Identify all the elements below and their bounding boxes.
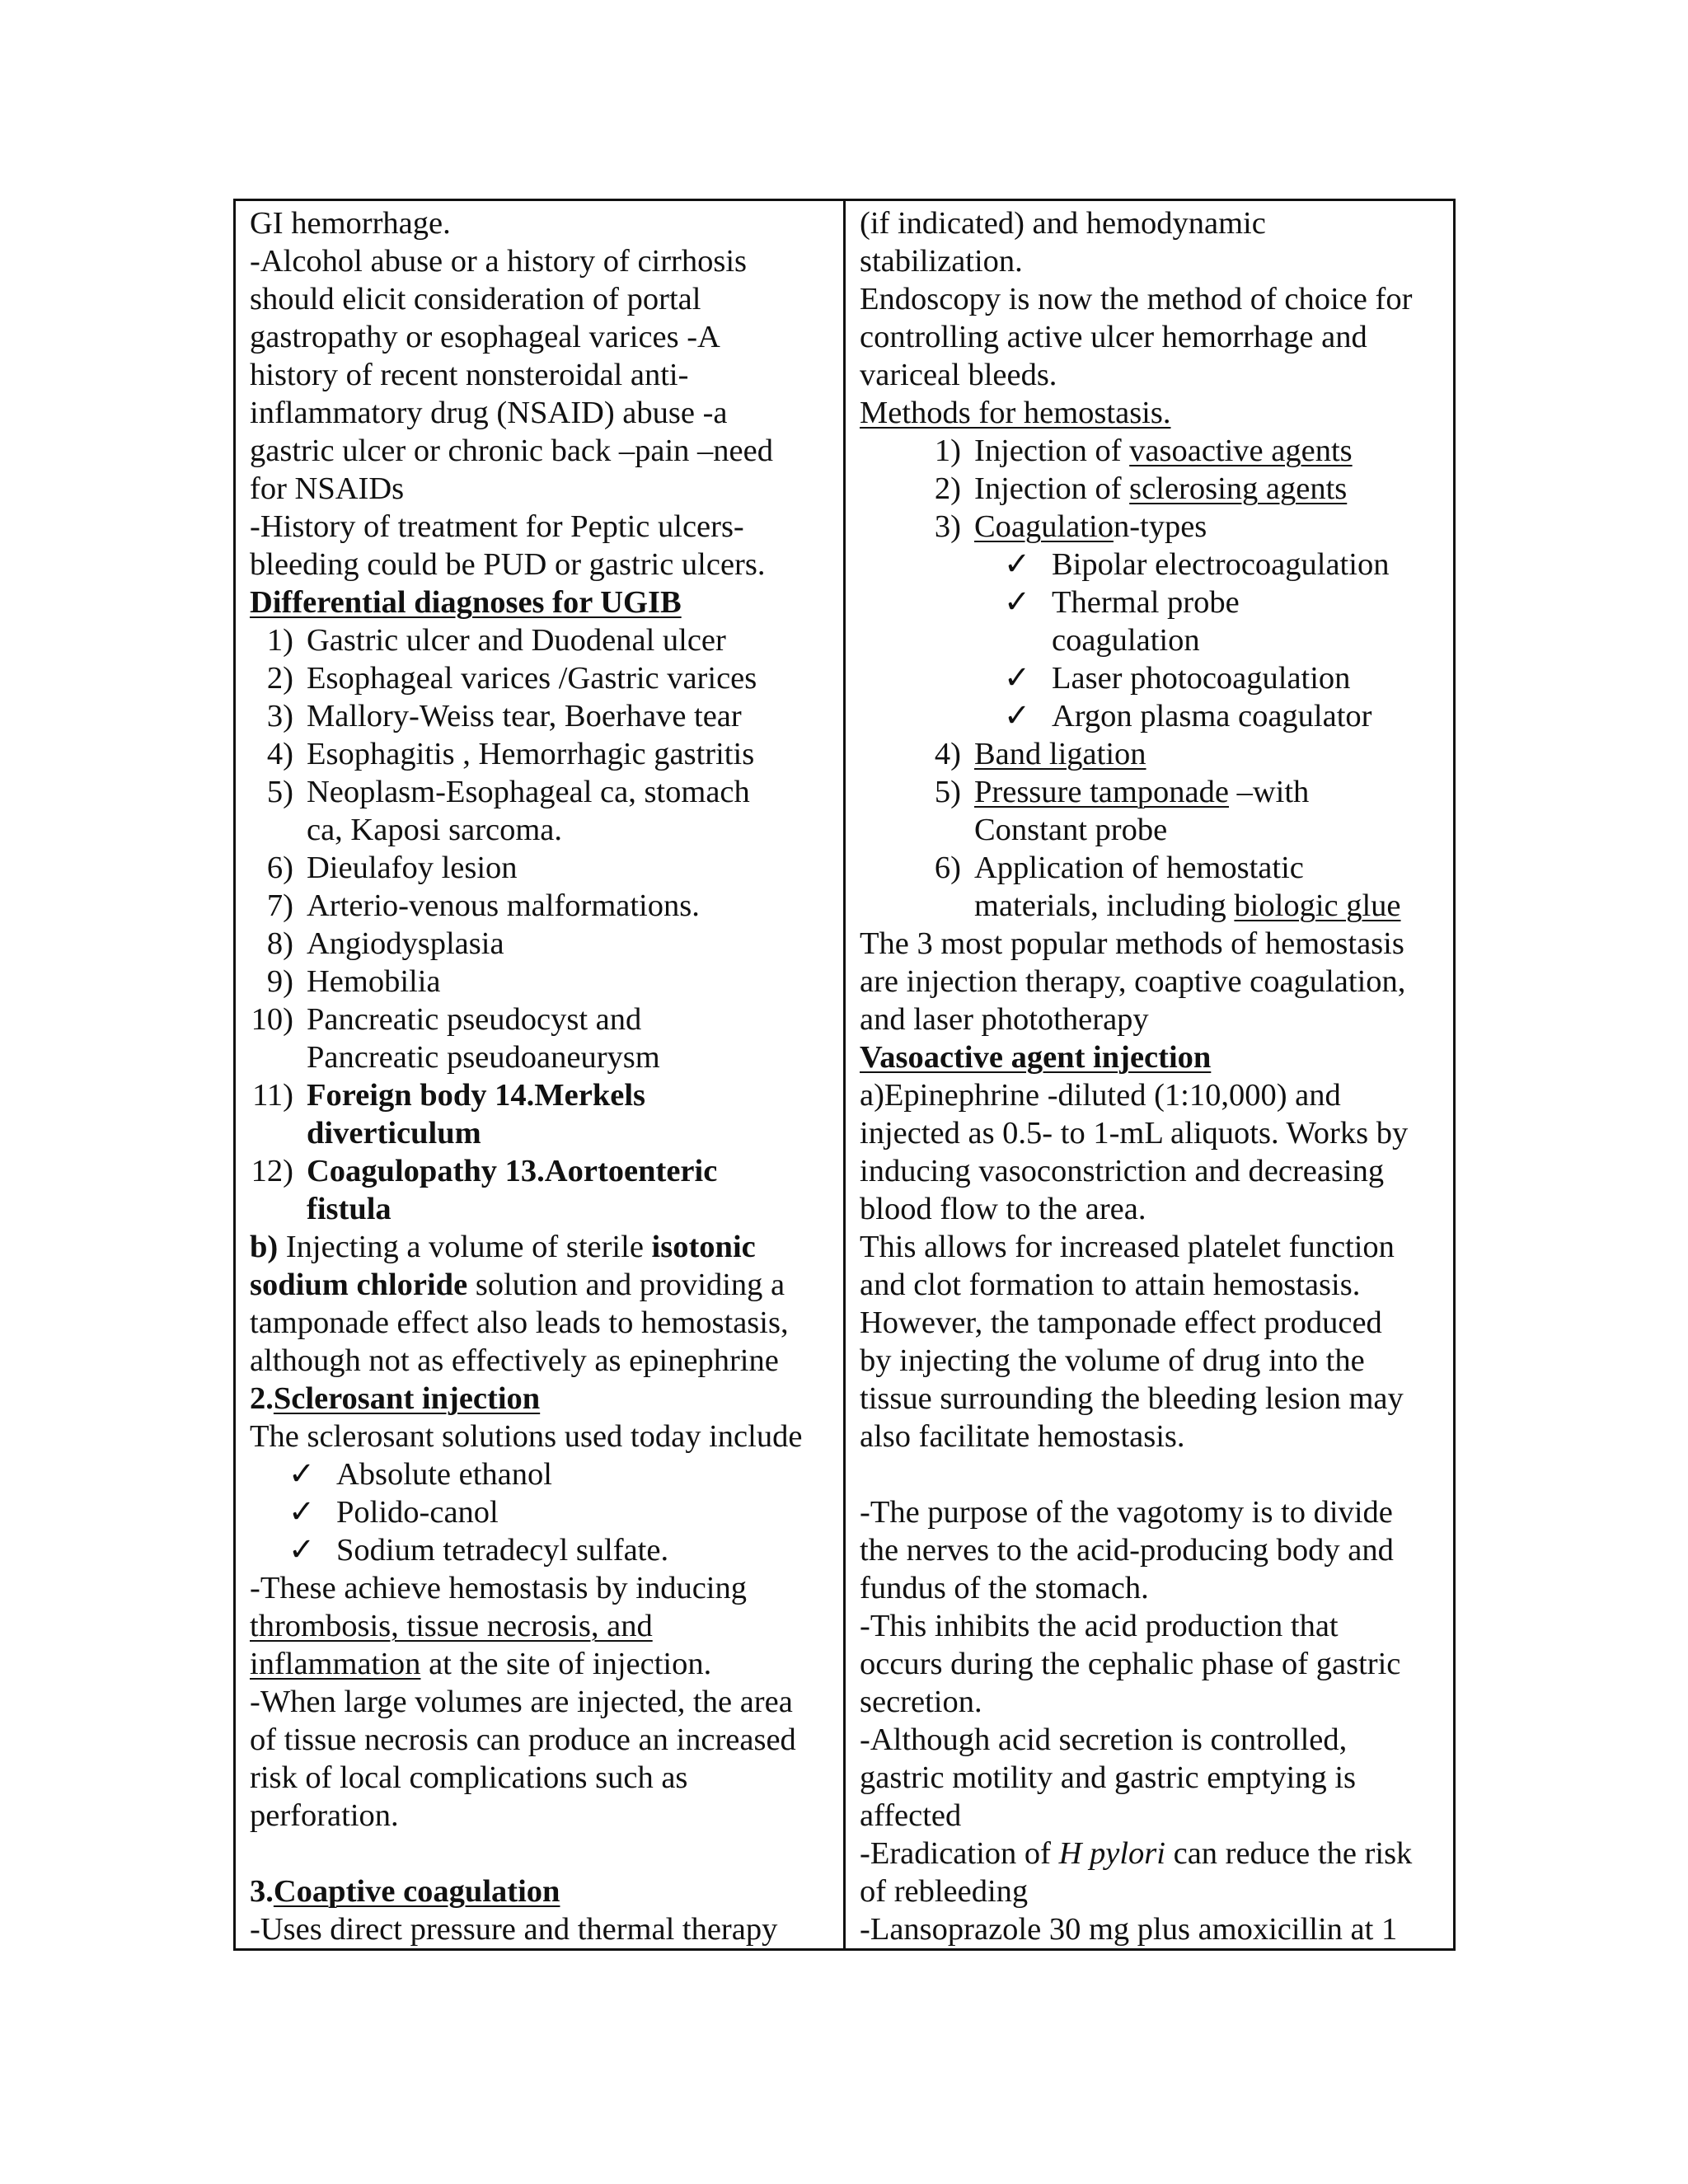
check-icon: ✓ — [288, 1495, 316, 1530]
text-line: GI hemorrhage. — [250, 206, 451, 241]
text-line: -Alcohol abuse or a history of cirrhosis — [250, 244, 748, 279]
text-line: of tissue necrosis can produce an increased — [250, 1722, 796, 1757]
check-item: ✓ Polido-canol — [277, 1493, 499, 1531]
list-item: 8) Angiodysplasia — [266, 926, 504, 961]
list-item-continued: Constant probe — [974, 813, 1168, 847]
check-icon: ✓ — [288, 1457, 316, 1492]
text-line: -Uses direct pressure and thermal therapy — [250, 1912, 778, 1947]
text-line: history of recent nonsteroidal anti- — [250, 358, 689, 392]
coaptive-coagulation-heading: 3.Coaptive coagulation — [250, 1874, 560, 1909]
list-item: 3) Coagulation-types — [934, 509, 1207, 544]
methods-heading: Methods for hemostasis. — [860, 396, 1171, 430]
text-line: -History of treatment for Peptic ulcers- — [250, 509, 744, 544]
text-line: although not as effectively as epinephrine — [250, 1343, 779, 1378]
list-item: 3) Mallory-Weiss tear, Boerhave tear — [266, 699, 742, 733]
check-icon: ✓ — [1003, 661, 1031, 696]
list-item: 6) Application of hemostatic — [934, 851, 1304, 885]
text-line: sodium chloride solution and providing a — [250, 1268, 785, 1302]
text-line: inflammation at the site of injection. — [250, 1647, 712, 1681]
check-icon: ✓ — [1003, 699, 1031, 733]
text-line: b) Injecting a volume of sterile isotonic — [250, 1230, 756, 1264]
right-column — [846, 201, 1453, 1948]
list-item: 4) Band ligation — [934, 737, 1146, 771]
text-line: -This inhibits the acid production that — [860, 1609, 1339, 1643]
check-icon: ✓ — [288, 1533, 316, 1568]
list-item-continued: ca, Kaposi sarcoma. — [307, 813, 563, 847]
text-line: for NSAIDs — [250, 471, 405, 506]
text-line: The 3 most popular methods of hemostasis — [860, 926, 1404, 961]
text-line: The sclerosant solutions used today include — [250, 1419, 803, 1454]
check-item: ✓ Sodium tetradecyl sulfate. — [277, 1531, 668, 1569]
text-line: inflammatory drug (NSAID) abuse -a — [250, 396, 728, 430]
text-line: should elicit consideration of portal — [250, 282, 701, 316]
list-item: 12) Coagulopathy 13.Aortoenteric — [251, 1154, 718, 1188]
text-line: (if indicated) and hemodynamic — [860, 206, 1266, 241]
list-item: 10) Pancreatic pseudocyst and — [251, 1002, 642, 1037]
check-item: ✓ Bipolar electrocoagulation — [992, 546, 1389, 583]
text-line: -When large volumes are injected, the area — [250, 1685, 793, 1719]
left-column — [236, 201, 846, 1948]
list-item: 1) Injection of vasoactive agents — [934, 434, 1353, 468]
text-line: a)Epinephrine -diluted (1:10,000) and — [860, 1078, 1341, 1113]
two-column-table — [233, 199, 1456, 1951]
list-item: 9) Hemobilia — [266, 964, 441, 999]
text-line: -The purpose of the vagotomy is to divide — [860, 1495, 1393, 1530]
list-item: 4) Esophagitis , Hemorrhagic gastritis — [266, 737, 755, 771]
text-line: injected as 0.5- to 1-mL aliquots. Works by — [860, 1116, 1409, 1151]
text-line: perforation. — [250, 1798, 399, 1833]
text-line: risk of local complications such as — [250, 1760, 688, 1795]
text-line: fundus of the stomach. — [860, 1571, 1149, 1605]
text-line: secretion. — [860, 1685, 982, 1719]
check-item: ✓ Argon plasma coagulator — [992, 697, 1372, 735]
text-line: affected — [860, 1798, 962, 1833]
text-line: gastropathy or esophageal varices -A — [250, 320, 720, 354]
text-line: tamponade effect also leads to hemostasis, — [250, 1305, 789, 1340]
text-line: This allows for increased platelet function — [860, 1230, 1395, 1264]
text-line: blood flow to the area. — [860, 1192, 1146, 1226]
text-line: stabilization. — [860, 244, 1023, 279]
check-icon: ✓ — [1003, 585, 1031, 620]
text-line: occurs during the cephalic phase of gastric — [860, 1647, 1401, 1681]
list-item: 2) Injection of sclerosing agents — [934, 471, 1348, 506]
text-line: and clot formation to attain hemostasis. — [860, 1268, 1361, 1302]
vasoactive-heading: Vasoactive agent injection — [860, 1040, 1212, 1075]
text-line: -Eradication of H pylori can reduce the risk — [860, 1836, 1413, 1871]
text-line: gastric motility and gastric emptying is — [860, 1760, 1356, 1795]
text-line: inducing vasoconstriction and decreasing — [860, 1154, 1385, 1188]
list-item: 1) Gastric ulcer and Duodenal ulcer — [266, 623, 726, 658]
list-item: 6) Dieulafoy lesion — [266, 851, 518, 885]
list-item-continued: fistula — [307, 1192, 392, 1226]
text-line: variceal bleeds. — [860, 358, 1057, 392]
text-line: -Lansoprazole 30 mg plus amoxicillin at 1 — [860, 1912, 1398, 1947]
list-item-continued: diverticulum — [307, 1116, 481, 1151]
text-line: of rebleeding — [860, 1874, 1029, 1909]
check-item: ✓ Absolute ethanol — [277, 1455, 552, 1493]
list-item: 2) Esophageal varices /Gastric varices — [266, 661, 757, 696]
text-line: and laser phototherapy — [860, 1002, 1149, 1037]
differential-diagnoses-heading: Differential diagnoses for UGIB — [250, 585, 682, 620]
list-item: 11) Foreign body 14.Merkels — [252, 1078, 645, 1113]
text-line: controlling active ulcer hemorrhage and — [860, 320, 1367, 354]
text-line: -These achieve hemostasis by inducing — [250, 1571, 747, 1605]
text-line: are injection therapy, coaptive coagulation, — [860, 964, 1406, 999]
list-item: 5) Pressure tamponade –with — [934, 775, 1310, 809]
sclerosant-injection-heading: 2.Sclerosant injection — [250, 1381, 541, 1416]
check-item-continued: coagulation — [1052, 623, 1200, 658]
text-line: Endoscopy is now the method of choice for — [860, 282, 1413, 316]
text-line: -Although acid secretion is controlled, — [860, 1722, 1348, 1757]
text-line: tissue surrounding the bleeding lesion may — [860, 1381, 1404, 1416]
text-line: gastric ulcer or chronic back –pain –need — [250, 434, 773, 468]
text-line: by injecting the volume of drug into the — [860, 1343, 1365, 1378]
text-line: bleeding could be PUD or gastric ulcers. — [250, 547, 766, 582]
text-line: thrombosis, tissue necrosis, and — [250, 1609, 653, 1643]
text-line: However, the tamponade effect produced — [860, 1305, 1382, 1340]
list-item: 5) Neoplasm-Esophageal ca, stomach — [266, 775, 750, 809]
check-item: ✓ Laser photocoagulation — [992, 659, 1350, 697]
check-icon: ✓ — [1003, 547, 1031, 582]
list-item-continued: materials, including biologic glue — [974, 888, 1401, 923]
check-item: ✓ Thermal probe — [992, 583, 1240, 621]
text-line: the nerves to the acid-producing body and — [860, 1533, 1394, 1568]
list-item: 7) Arterio-venous malformations. — [266, 888, 700, 923]
list-item-continued: Pancreatic pseudoaneurysm — [307, 1040, 660, 1075]
text-line: also facilitate hemostasis. — [860, 1419, 1185, 1454]
